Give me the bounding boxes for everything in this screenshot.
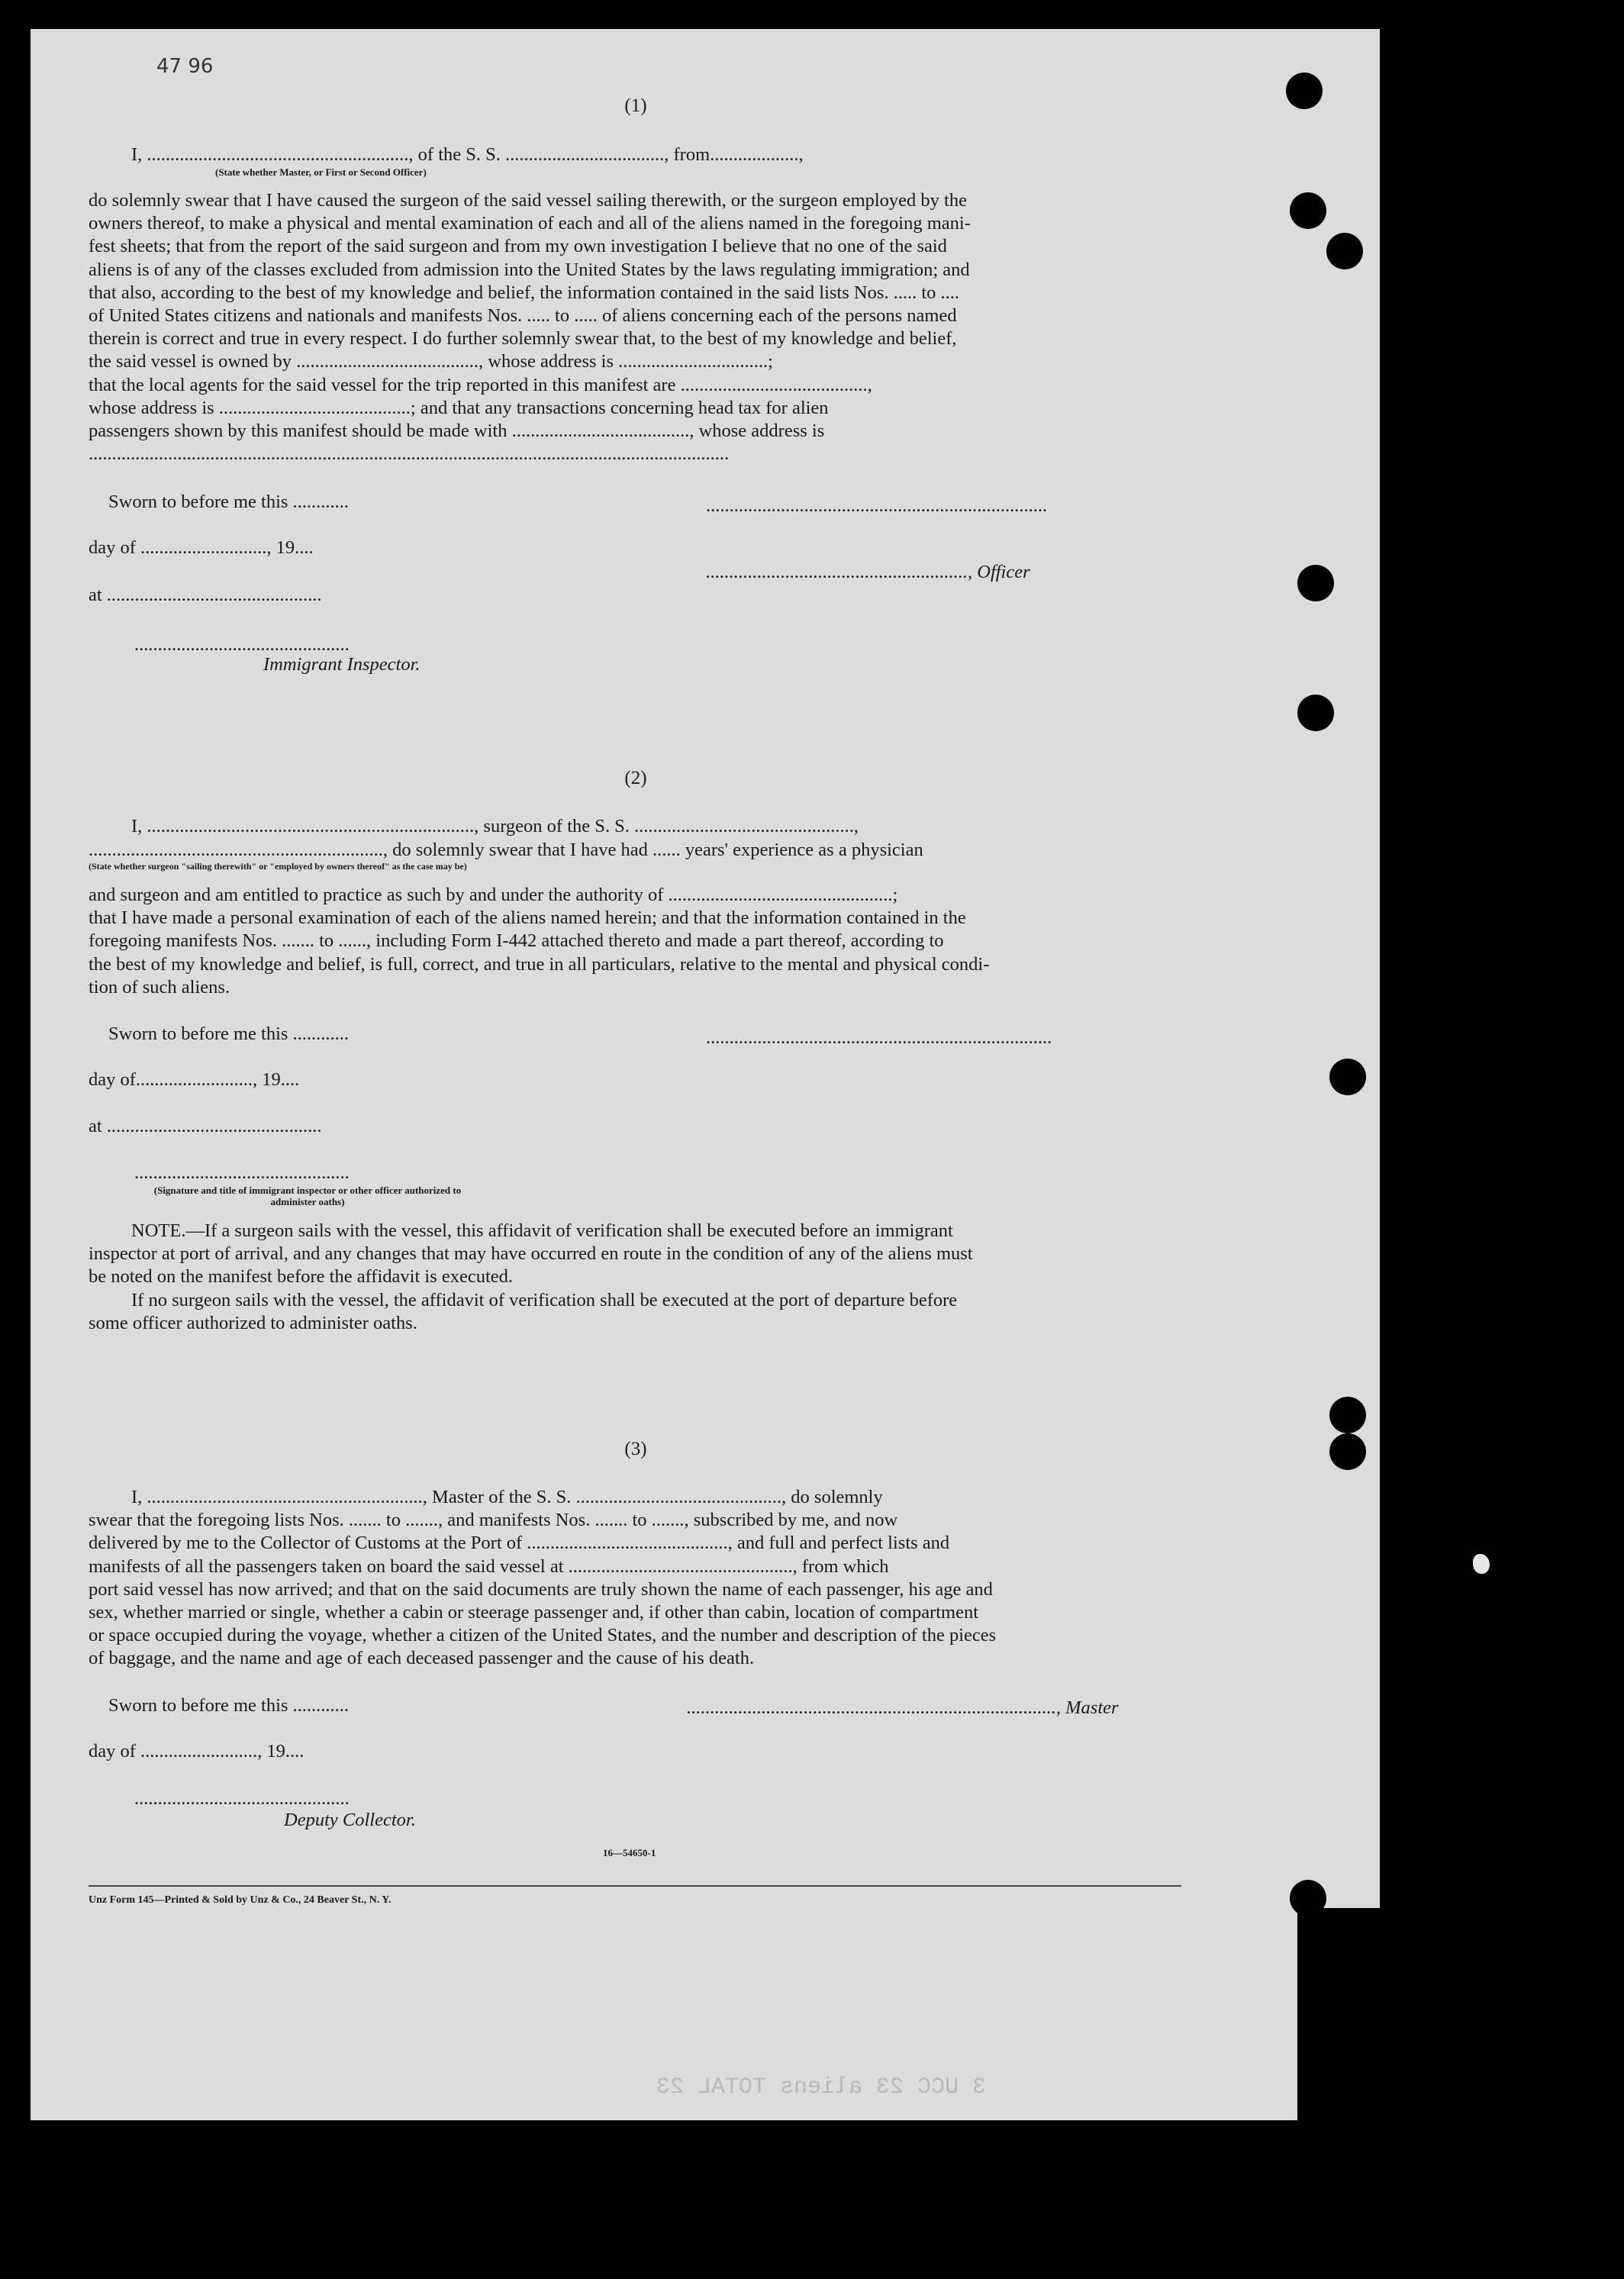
section3-body: [89, 1486, 1181, 1671]
punch-hole: [1286, 73, 1323, 109]
master-signature: ..............................................................................., Master: [687, 1697, 1119, 1718]
at-line: at ..............................................: [89, 585, 322, 605]
day-line: day of ..........................., 19....: [89, 537, 314, 558]
section2-surgeon-line: I, ......................................................................, surgeon of the S. S. ...............................................,: [131, 816, 859, 836]
text-line: .........................................................................................................................................: [89, 443, 730, 465]
text-line: If no surgeon sails with the vessel, the affidavit of verification shall be executed at the port of departure before: [131, 1289, 958, 1310]
text-line: and surgeon and am entitled to practice as such by and under the authority of ................................................;: [89, 885, 898, 905]
section2-surgeon-note: (State whether surgeon "sailing therewith" or "employed by owners thereof" as the case may be): [89, 861, 467, 872]
text-line: sex, whether married or single, whether a cabin or steerage passenger and, if other than cabin, location of compartment: [89, 1602, 979, 1623]
text-line: that also, according to the best of my knowledge and belief, the information contained in the said lists Nos. ..... to ....: [89, 282, 960, 303]
signature-line: .........................................................................: [706, 495, 1048, 516]
signature-line: ..........................................................................: [706, 1027, 1052, 1048]
text-line: the best of my knowledge and belief, is full, correct, and true in all particulars, relative to the mental and physical condi-: [89, 953, 990, 975]
text-line: some officer authorized to administer oaths.: [89, 1312, 417, 1333]
text-line: be noted on the manifest before the affidavit is executed.: [89, 1266, 514, 1288]
form-code: 16—54650-1: [603, 1847, 656, 1858]
text-line: owners thereof, to make a physical and mental examination of each and all of the aliens named in the foregoing mani-: [89, 213, 971, 234]
text-line: whose address is .........................................; and that any transactions concerning head tax for alien: [89, 397, 829, 418]
bleed-through-text: 3 UCC 23 aliens TOTAL 23: [656, 2074, 987, 2100]
text-line: therein is correct and true in every respect. I do further solemnly swear that, to the best of my knowledge and belief,: [89, 328, 957, 350]
text-line: delivered by me to the Collector of Customs at the Port of ..........................................., and full and perfect lists and: [89, 1533, 950, 1554]
section-number: (2): [624, 768, 647, 788]
inspector-signature-line: ..............................................: [134, 1162, 350, 1183]
section2-experience-line: ..............................................................., do solemnly swear that I have had ...... years' experience as a physician: [89, 840, 923, 860]
page-cutout: [1297, 1908, 1386, 2137]
inspector-signature-line: ..............................................: [134, 634, 350, 655]
punch-hole: [1329, 1433, 1366, 1470]
text-line: that I have made a personal examination of each of the aliens named herein; and that the information contained in the: [89, 907, 966, 929]
text-line: port said vessel has now arrived; and that on the said documents are truly shown the name of each passenger, his age and: [89, 1578, 993, 1600]
section1-master-line: I, ........................................................, of the S. S. .................................., from...................,: [131, 144, 804, 165]
day-line: day of ........................., 19....: [89, 1741, 304, 1762]
text-line: NOTE.—If a surgeon sails with the vessel, this affidavit of verification shall be executed before an immigrant: [131, 1220, 953, 1241]
sworn-line: Sworn to before me this ............: [108, 1695, 350, 1716]
footer-divider: [89, 1885, 1181, 1887]
day-line: day of........................., 19....: [89, 1069, 300, 1090]
text-line: or space occupied during the voyage, whether a citizen of the United States, and the number and description of the pieces: [89, 1625, 997, 1646]
sworn-line: Sworn to before me this ............: [108, 492, 350, 512]
collector-title: Deputy Collector.: [284, 1810, 416, 1830]
handwritten-note: 47 96: [156, 55, 214, 78]
text-line: the said vessel is owned by ......................................., whose address is ................................;: [89, 351, 773, 372]
text-line: manifests of all the passengers taken on board the said vessel at ................................................, from which: [89, 1555, 889, 1577]
officer-signature: ........................................................, Officer: [706, 562, 1030, 582]
section1-master-note: (State whether Master, or First or Second Officer): [215, 166, 427, 178]
sworn-line: Sworn to before me this ............: [108, 1023, 350, 1044]
text-line: tion of such aliens.: [89, 976, 230, 998]
section-number: (3): [624, 1439, 647, 1459]
collector-signature-line: ..............................................: [134, 1788, 350, 1809]
section1-body: [89, 189, 1181, 466]
section-number: (1): [624, 95, 647, 116]
punch-hole: [1297, 565, 1334, 601]
inspector-signature-note: (Signature and title of immigrant inspector or other officer authorized to administer oaths): [153, 1185, 462, 1207]
text-line: inspector at port of arrival, and any changes that may have occurred en route in the condition of any of the aliens must: [89, 1243, 973, 1265]
printer-imprint: Unz Form 145—Printed & Sold by Unz & Co., 24 Beaver St., N. Y.: [89, 1894, 392, 1906]
text-line: aliens is of any of the classes excluded from admission into the United States by the laws regulating immigration; and: [89, 259, 970, 280]
text-line: foregoing manifests Nos. ....... to ......, including Form I-442 attached thereto and made a part thereof, according to: [89, 930, 944, 952]
text-line: do solemnly swear that I have caused the surgeon of the said vessel sailing therewith, or the surgeon employed by the: [89, 190, 967, 211]
section2-body: [89, 884, 1181, 999]
text-line: I, ..........................................................., Master of the S. S. ............................................, do solemnly: [131, 1487, 883, 1507]
text-line: that the local agents for the said vessel for the trip reported in this manifest are ........................................,: [89, 374, 872, 395]
at-line: at ..............................................: [89, 1116, 322, 1136]
section2-note: [89, 1220, 1181, 1335]
punch-hole: [1326, 233, 1363, 269]
paper-fragment: [1473, 1554, 1490, 1574]
punch-hole: [1290, 1880, 1326, 1916]
punch-hole: [1297, 695, 1334, 731]
text-line: of baggage, and the name and age of each deceased passenger and the cause of his death.: [89, 1648, 755, 1669]
text-line: of United States citizens and nationals and manifests Nos. ..... to ..... of aliens concerning each of the persons named: [89, 305, 957, 327]
text-line: fest sheets; that from the report of the said surgeon and from my own investigation I believe that no one of the said: [89, 236, 947, 257]
text-line: swear that the foregoing lists Nos. ....... to ......., and manifests Nos. ....... to ......., subscribed by me, and now: [89, 1510, 898, 1531]
text-line: passengers shown by this manifest should be made with ......................................, whose address is: [89, 421, 825, 442]
inspector-title: Immigrant Inspector.: [263, 654, 420, 675]
punch-hole: [1290, 192, 1326, 229]
punch-hole: [1329, 1397, 1366, 1433]
punch-hole: [1329, 1059, 1366, 1095]
